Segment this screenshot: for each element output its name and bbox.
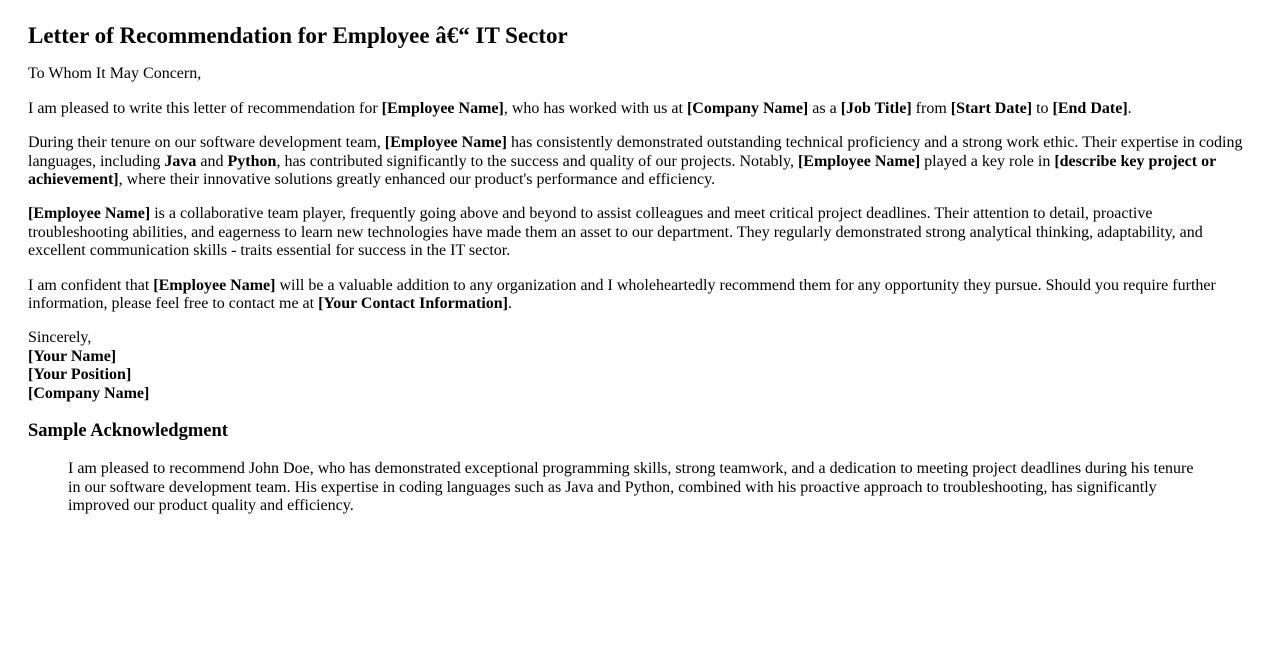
body-paragraph-intro: I am pleased to write this letter of recommendation for [Employee Name], who has worked with us at [Company Name] as a [Job Title] from [Start Date] to [End Date].	[28, 99, 1132, 117]
section-heading-sample-acknowledgment: Sample Acknowledgment	[28, 420, 228, 441]
body-paragraph-tenure: During their tenure on our software development team, [Employee Name] has consistently demonstrated outstanding technical proficiency and a strong work ethic. Their expertise in coding languages, including Java and Python, has contributed significantly to the success and quality of our projects. Notably, [Employee Name] played a key role in [describe key project or achievement], where their innovative solutions greatly enhanced our product's performance and efficiency.	[28, 134, 1243, 188]
salutation: To Whom It May Concern,	[28, 65, 202, 83]
acknowledgment-quote	[68, 460, 1208, 515]
document-title: Letter of Recommendation for Employee â€“ IT Sector	[28, 23, 568, 48]
signature-block: Sincerely, [Your Name] [Your Position] [Company Name]	[28, 329, 150, 402]
body-paragraph-teamwork: [Employee Name] is a collaborative team player, frequently going above and beyond to assist colleagues and meet critical project deadlines. Their attention to detail, proactive troubleshooting abilities, and eagerness to learn new technologies have made them an asset to our department. They regularly demonstrated strong analytical thinking, adaptability, and excellent communication skills - traits essential for success in the IT sector.	[28, 205, 1203, 260]
body-paragraph-closing: I am confident that [Employee Name] will be a valuable addition to any organization and I wholeheartedly recommend them for any opportunity they pursue. Should you require further information, please feel free to contact me at [Your Contact Information].	[28, 276, 1216, 312]
acknowledgment-text: I am pleased to recommend John Doe, who has demonstrated exceptional programming skills, strong teamwork, and a dedication to meeting project deadlines during his tenure in our software development team. His expertise in coding languages such as Java and Python, combined with his proactive approach to troubleshooting, has significantly improved our product quality and efficiency.	[68, 460, 1194, 514]
